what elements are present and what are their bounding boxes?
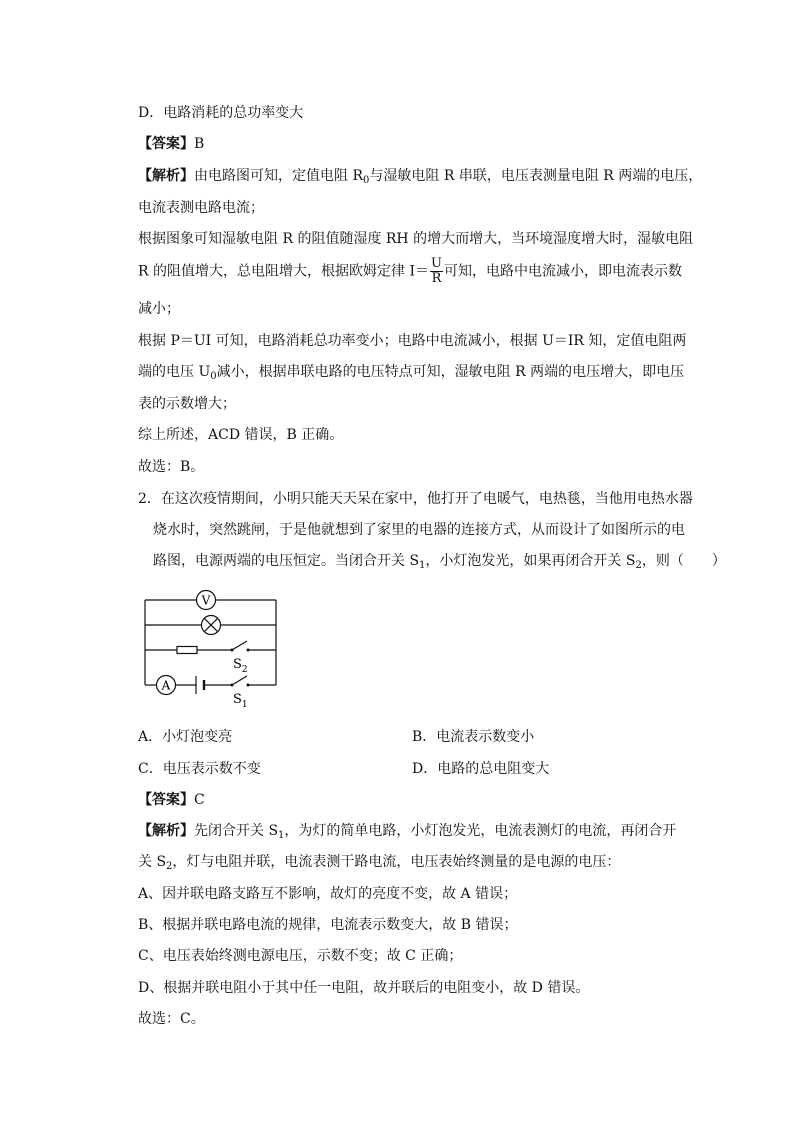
q2-analysis-line-1: 【解析】先闭合开关 $S_1$，为灯的简单电路，小灯泡发光，电流表测灯的电流，再闭合开 xyxy=(138,823,677,841)
answer-value: B xyxy=(194,136,205,152)
q2-analysis-line-2: 关 $S_2$，灯与电阻并联，电流表测干路电流，电压表始终测量的是电源的电压： xyxy=(138,854,621,872)
answer-label: 【答案】 xyxy=(138,792,194,808)
switch-s1-icon xyxy=(231,676,250,687)
q2-option-c: C．电压表示数不变 xyxy=(138,761,261,777)
q2-option-d: D．电路的总电阻变大 xyxy=(412,761,550,777)
q2-choose: 故选：C。 xyxy=(138,1011,205,1027)
q2-analysis-line-4: B、根据并联电路电流的规律，电流表示数变大，故 B 错误； xyxy=(138,917,518,933)
q2-analysis-line-5: C、电压表始终测电源电压，示数不变；故 C 正确； xyxy=(138,948,463,964)
q2-stem-line-2: 烧水时，突然跳闸，于是他就想到了家里的电器的连接方式，从而设计了如图所示的电 xyxy=(153,522,685,538)
switch-s2-icon xyxy=(231,641,250,652)
analysis-label: 【解析】 xyxy=(138,823,194,839)
q1-option-d: D．电路消耗的总功率变大 xyxy=(138,105,304,121)
switch-s1-label: $S_1$ xyxy=(233,692,248,710)
q1-answer xyxy=(138,135,204,153)
q2-stem-line-1: 2．在这次疫情期间，小明只能天天呆在家中，他打开了电暖气，电热毯，当他用电热水器 xyxy=(138,491,693,507)
circuit-diagram xyxy=(138,588,283,713)
q1-analysis-line-5: 减小； xyxy=(138,301,180,317)
q1-analysis-line-4: R 的阻值增大，总电阻增大，根据欧姆定律 I＝ $\frac{U}{R}$ 可知，电路中电流减小，即电流表示数 xyxy=(138,256,682,286)
voltmeter-label: V xyxy=(201,593,211,608)
ohm-fraction: $\frac{U}{R}$ xyxy=(430,256,442,286)
q2-option-b: B．电流表示数变小 xyxy=(412,729,535,745)
answer-label: 【答案】 xyxy=(138,136,194,152)
analysis-label: 【解析】 xyxy=(138,168,194,184)
q1-analysis-line-8: 表的示数增大； xyxy=(138,396,236,412)
resistor-icon xyxy=(177,647,197,654)
q2-stem-line-3: 路图，电源两端的电压恒定。当闭合开关 $S_1$，小灯泡发光，如果再闭合开关 $S_2$，则（ ） xyxy=(153,553,726,571)
battery-icon xyxy=(196,676,204,694)
q1-analysis-line-1: 【解析】由电路图可知，定值电阻 $R_0$与湿敏电阻 R 串联，电压表测量电阻 R 两端的电压， xyxy=(138,168,703,186)
switch-s2-label: $S_2$ xyxy=(233,657,248,675)
q2-analysis-line-6: D、根据并联电阻小于其中任一电阻，故并联后的电阻变小，故 D 错误。 xyxy=(138,980,590,996)
q1-analysis-line-2: 电流表测电路电流； xyxy=(138,200,264,216)
q1-analysis-line-3: 根据图象可知湿敏电阻 R 的阻值随湿度 RH 的增大而增大，当环境湿度增大时，湿敏电阻 xyxy=(138,231,694,247)
q2-option-a: A．小灯泡变亮 xyxy=(138,729,233,745)
q1-choose: 故选：B。 xyxy=(138,459,205,475)
q2-analysis-line-3: A、因并联电路支路互不影响，故灯的亮度不变，故 A 错误； xyxy=(138,886,518,902)
q1-analysis-line-6: 根据 P＝UI 可知，电路消耗总功率变小；电路中电流减小，根据 U＝IR 知，定值电阻两 xyxy=(138,333,687,349)
q1-analysis-line-9: 综上所述，ACD 错误，B 正确。 xyxy=(138,427,344,443)
answer-value: C xyxy=(194,792,205,808)
q1-analysis-line-7: 端的电压 $U_0$减小，根据串联电路的电压特点可知，湿敏电阻 R 两端的电压增大，即电压 xyxy=(138,364,685,382)
lamp-icon xyxy=(202,616,221,635)
q2-answer xyxy=(138,791,205,809)
ammeter-label: A xyxy=(161,678,171,693)
